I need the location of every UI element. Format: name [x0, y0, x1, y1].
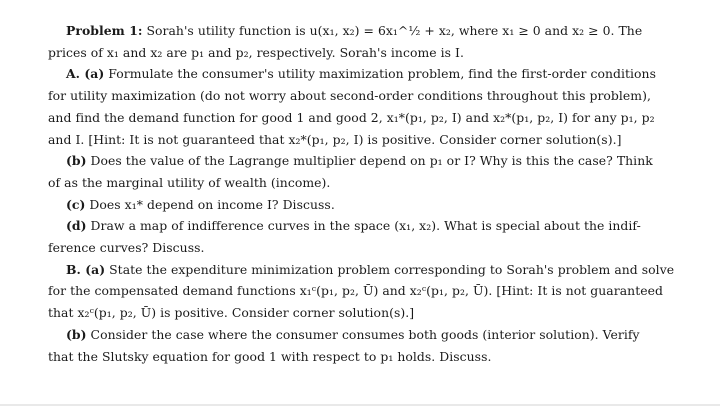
- text-line: [48, 324, 680, 346]
- part-label: B. (a): [66, 261, 106, 277]
- part-label: (b): [66, 153, 87, 169]
- text-line: [48, 346, 680, 368]
- text-line: [48, 150, 680, 172]
- line-text: Does x₁* depend on income I? Discuss.: [85, 196, 335, 212]
- line-text: Does the value of the Lagrange multiplier depend on p₁ or I? Why is this the case? Think: [86, 153, 653, 169]
- text-line: [48, 280, 680, 302]
- line-text: of as the marginal utility of wealth (income).: [48, 174, 331, 190]
- text-line: [48, 237, 680, 259]
- line-text: Draw a map of indifference curves in the space (x₁, x₂). What is special about the indif-: [86, 218, 641, 234]
- line-text: prices of x₁ and x₂ are p₁ and p₂, respectively. Sorah's income is I.: [48, 44, 464, 60]
- line-text: that the Slutsky equation for good 1 with respect to p₁ holds. Discuss.: [48, 348, 492, 364]
- problem-heading: Problem 1:: [66, 23, 143, 38]
- line-text: Formulate the consumer's utility maximization problem, find the first-order conditions: [104, 66, 656, 82]
- line-text: and find the demand function for good 1 and good 2, x₁*(p₁, p₂, I) and x₂*(p₁, p₂, I) for any p₁, p₂: [48, 109, 655, 125]
- text-line: [48, 63, 680, 85]
- part-label: (b): [66, 326, 87, 342]
- text-line: [48, 85, 680, 107]
- line-text: ference curves? Discuss.: [48, 240, 205, 256]
- line-text: State the expenditure minimization problem corresponding to Sorah's problem and solve: [105, 261, 675, 277]
- part-label: A. (a): [66, 66, 105, 82]
- text-line: [48, 172, 680, 194]
- text-line: [48, 129, 680, 151]
- line-text: that x₂ᶜ(p₁, p₂, Ū) is positive. Consider corner solution(s).]: [48, 305, 415, 321]
- text-line: [48, 302, 680, 324]
- text-line: [48, 194, 680, 216]
- line-text: for utility maximization (do not worry about second-order conditions throughout this problem),: [48, 88, 651, 104]
- line-text: for the compensated demand functions x₁ᶜ(p₁, p₂, Ū) and x₂ᶜ(p₁, p₂, Ū). [Hint: It is not guaranteed: [48, 283, 663, 299]
- text-line: [48, 42, 680, 64]
- line-text: Consider the case where the consumer consumes both goods (interior solution). Verify: [86, 326, 640, 342]
- part-label: (d): [66, 218, 87, 234]
- text-line: [48, 107, 680, 129]
- text-line: [48, 215, 680, 237]
- line-text: Sorah's utility function is u(x₁, x₂) = 6x₁^½ + x₂, where x₁ ≥ 0 and x₂ ≥ 0. The: [142, 23, 643, 38]
- part-label: (c): [66, 196, 86, 212]
- line-text: and I. [Hint: It is not guaranteed that x₂*(p₁, p₂, I) is positive. Consider corner solution(s).]: [48, 131, 622, 147]
- text-line: [48, 20, 680, 42]
- text-line: [48, 259, 680, 281]
